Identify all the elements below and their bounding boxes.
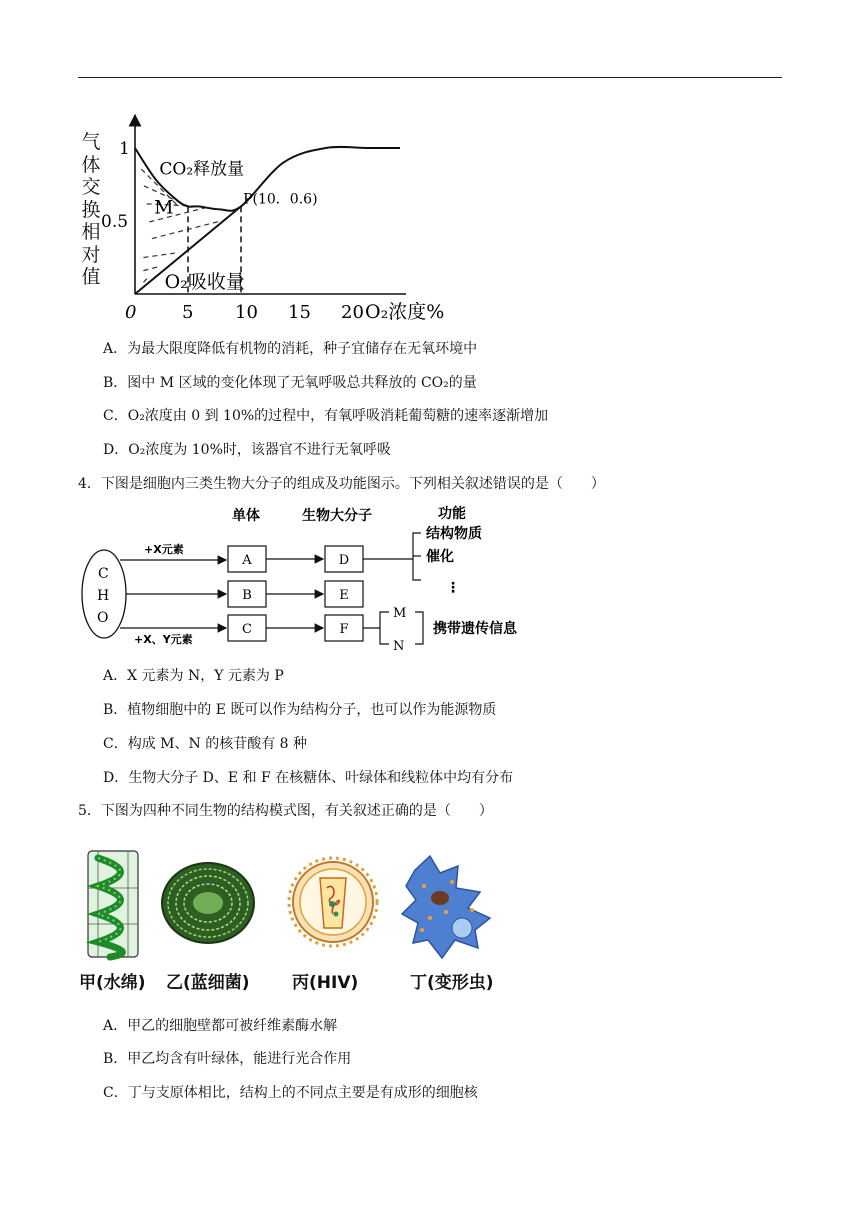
x-tick-label: 5 [182, 302, 194, 323]
organism-figures [80, 848, 530, 963]
hiv-figure [289, 858, 377, 946]
hatch-line [143, 266, 160, 270]
arrow-label-top: +X元素 [144, 543, 184, 556]
col-function-label: 功能 [438, 506, 466, 522]
q5-option-a[interactable]: A．甲乙的细胞壁都可被纤维素酶水解 [103, 1018, 338, 1034]
annotation-m: M [154, 196, 174, 219]
element-h: H [97, 588, 110, 604]
caption-amoeba: 丁(变形虫) [410, 973, 494, 993]
arrow-label-bottom: +X、Y元素 [134, 633, 193, 646]
hatch-line [143, 278, 147, 282]
q4-stem: 4．下图是细胞内三类生物大分子的组成及功能图示。下列相关叙述错误的是（ ） [78, 476, 605, 492]
q4-option-d[interactable]: D．生物大分子 D、E 和 F 在核糖体、叶绿体和线粒体中均有分布 [103, 770, 514, 786]
function-more: ⋮ [446, 580, 460, 596]
q3-option-b[interactable]: B．图中 M 区域的变化体现了无氧呼吸总共释放的 CO₂的量 [103, 375, 477, 391]
macromolecule-diagram [80, 500, 550, 660]
subtype-m: M [393, 606, 407, 621]
y-tick-label: 0.5 [101, 212, 129, 232]
q4-option-a[interactable]: A．X 元素为 N，Y 元素为 P [103, 668, 284, 684]
cyanobacteria-figure [162, 863, 254, 943]
q4-option-c[interactable]: C．构成 M、N 的核苷酸有 8 种 [103, 736, 308, 752]
y-tick-label: 1 [119, 139, 130, 159]
subtype-n: N [393, 639, 405, 654]
col-monomer-label: 单体 [232, 508, 260, 524]
caption-spirogyra: 甲(水绵) [79, 973, 146, 993]
q3-option-d[interactable]: D．O₂浓度为 10%时，该器官不进行无氧呼吸 [103, 442, 391, 458]
q5-option-b[interactable]: B．甲乙均含有叶绿体，能进行光合作用 [103, 1051, 352, 1067]
chart-ylabel: 气体交换相对值 [81, 131, 101, 288]
gas-exchange-chart [100, 95, 480, 330]
element-c: C [98, 566, 109, 582]
monomer-a: A [242, 553, 252, 568]
hatch-line [143, 253, 174, 257]
caption-hiv: 丙(HIV) [292, 973, 359, 993]
col-macro-label: 生物大分子 [302, 508, 372, 524]
q5-option-c[interactable]: C．丁与支原体相比，结构上的不同点主要是有成形的细胞核 [103, 1085, 478, 1101]
spirogyra-figure [88, 851, 138, 957]
q3-option-a[interactable]: A．为最大限度降低有机物的消耗，种子宜储存在无氧环境中 [103, 341, 478, 357]
macro-f: F [339, 622, 349, 637]
x-tick-label: 15 [288, 302, 311, 323]
hatch-line [152, 221, 221, 239]
caption-cyanobacteria: 乙(蓝细菌) [166, 973, 250, 993]
monomer-b: B [242, 588, 252, 603]
function-genetic-info: 携带遗传信息 [433, 621, 517, 637]
x-tick-label: 0 [125, 302, 137, 323]
q5-stem: 5．下图为四种不同生物的结构模式图，有关叙述正确的是（ ） [78, 803, 493, 819]
header-rule [78, 77, 782, 78]
function-structural: 结构物质 [426, 526, 482, 542]
series-label-co2: CO₂释放量 [159, 159, 245, 180]
x-axis-label: O₂浓度% [365, 301, 445, 323]
annotation-p: P(10．0.6) [243, 191, 318, 208]
macro-e: E [339, 588, 349, 603]
x-tick-label: 10 [235, 302, 258, 323]
element-o: O [97, 610, 109, 626]
amoeba-figure [402, 856, 490, 958]
series-label-o2: O₂吸收量 [164, 271, 245, 294]
q4-option-b[interactable]: B．植物细胞中的 E 既可以作为结构分子，也可以作为能源物质 [103, 702, 497, 718]
function-catalysis: 催化 [426, 549, 454, 565]
monomer-c: C [242, 622, 252, 637]
x-tick-label: 20 [341, 302, 364, 323]
q3-option-c[interactable]: C．O₂浓度由 0 到 10%的过程中，有氧呼吸消耗葡萄糖的速率逐渐增加 [103, 408, 549, 424]
macro-d: D [338, 553, 350, 568]
